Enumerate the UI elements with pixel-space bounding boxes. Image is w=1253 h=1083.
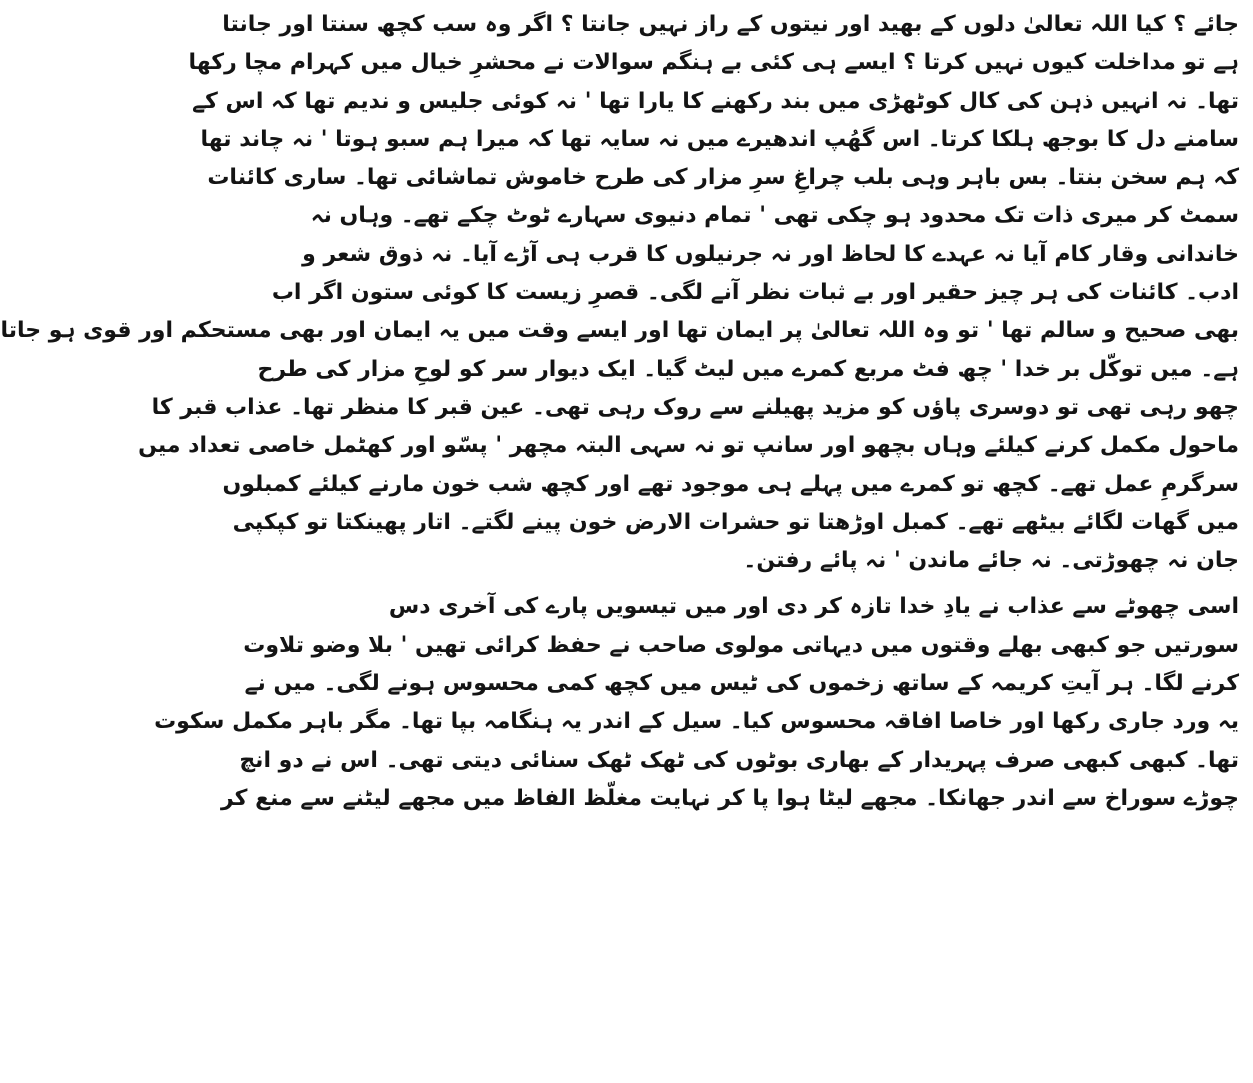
text-line: ہے تو مداخلت کیوں نہیں کرتا ؟ ایسے ہی کئی بے ہنگم سوالات نے محشرِ خیال میں کہرام مچا رکھا — [188, 50, 1239, 76]
text-line: سورتیں جو کبھی بھلے وقتوں میں دیہاتی مولوی صاحب نے حفظ کرائی تھیں ' بلا وضو تلاوت — [243, 632, 1239, 658]
text-line: ماحول مکمل کرنے کیلئے وہاں بچھو اور سانپ تو نہ سہی البتہ مچھر ' پسّو اور کھٹمل خاصی تعداد میں — [138, 433, 1239, 459]
text-line: کہ ہم سخن بنتا۔ بس باہر وہی بلب چراغِ سرِ مزار کی طرح خاموش تماشائی تھا۔ ساری کائنات — [207, 165, 1239, 191]
text-line: تھا۔ کبھی کبھی صرف پہریدار کے بھاری بوٹوں کی ٹھک ٹھک سنائی دیتی تھی۔ اس نے دو انچ — [239, 747, 1239, 773]
text-line: بھی صحیح و سالم تھا ' تو وہ اللہ تعالیٰ پر ایمان تھا اور ایسے وقت میں یہ ایمان اور بھی مستحکم اور قوی ہو جاتا — [0, 318, 1239, 344]
paragraph-2 — [154, 588, 1239, 818]
text-line: تھا۔ نہ انہیں ذہن کی کال کوٹھڑی میں بند رکھنے کا یارا تھا ' نہ کوئی جلیس و ندیم تھا کہ اس کے — [192, 88, 1239, 114]
text-line-last: جان نہ چھوڑتی۔ نہ جائے ماندن ' نہ پائے رفتن۔ — [743, 548, 1239, 574]
text-line: خاندانی وقار کام آیا نہ عہدے کا لحاظ اور نہ جرنیلوں کا قرب ہی آڑے آیا۔ نہ ذوق شعر و — [302, 241, 1239, 267]
text-line: اسی چھوٹے سے عذاب نے یادِ خدا تازہ کر دی اور میں تیسویں پارے کی آخری دس — [388, 594, 1239, 620]
text-line: سرگرمِ عمل تھے۔ کچھ تو کمرے میں پہلے ہی موجود تھے اور کچھ شب خون مارنے کیلئے کمبلوں — [222, 471, 1239, 497]
text-line: سمٹ کر میری ذات تک محدود ہو چکی تھی ' تمام دنیوی سہارے ٹوٹ چکے تھے۔ وہاں نہ — [310, 203, 1239, 229]
text-line: جائے ؟ کیا اللہ تعالیٰ دلوں کے بھید اور نیتوں کے راز نہیں جانتا ؟ اگر وہ سب کچھ سنتا اور جانتا — [222, 12, 1239, 37]
text-line: ادب۔ کائنات کی ہر چیز حقیر اور بے ثبات نظر آنے لگی۔ قصرِ زیست کا کوئی ستون اگر اب — [271, 280, 1239, 306]
text-line: یہ ورد جاری رکھا اور خاصا افاقہ محسوس کیا۔ سیل کے اندر یہ ہنگامہ بپا تھا۔ مگر باہر مکمل سکوت — [154, 709, 1239, 735]
text-line: سامنے دل کا بوجھ ہلکا کرتا۔ اس گھُپ اندھیرے میں نہ سایہ تھا کہ میرا ہم سبو ہوتا ' نہ چاند تھا — [200, 126, 1239, 152]
text-line: میں گھات لگائے بیٹھے تھے۔ کمبل اوڑھتا تو حشرات الارض خون پینے لگتے۔ اتار پھینکتا تو کپکپی — [232, 509, 1239, 535]
paragraph-1 — [0, 6, 1239, 580]
paragraph-gap — [519, 580, 1239, 588]
text-line: ہے۔ میں توکّل بر خدا ' چھ فٹ مربع کمرے میں لیٹ گیا۔ ایک دیوار سر کو لوحِ مزار کی طرح — [257, 356, 1239, 382]
text-line: چھو رہی تھی تو دوسری پاؤں کو مزید پھیلنے سے روک رہی تھی۔ عین قبر کا منظر تھا۔ عذاب قبر کا — [151, 394, 1239, 420]
text-line: کرنے لگا۔ ہر آیتِ کریمہ کے ساتھ زخموں کی ٹیس میں کچھ کمی محسوس ہونے لگی۔ میں نے — [244, 671, 1239, 697]
text-line: چوڑے سوراخ سے اندر جھانکا۔ مجھے لیٹا ہوا پا کر نہایت مغلّظ الفاظ میں مجھے لیٹنے سے منع کر — [220, 785, 1239, 811]
